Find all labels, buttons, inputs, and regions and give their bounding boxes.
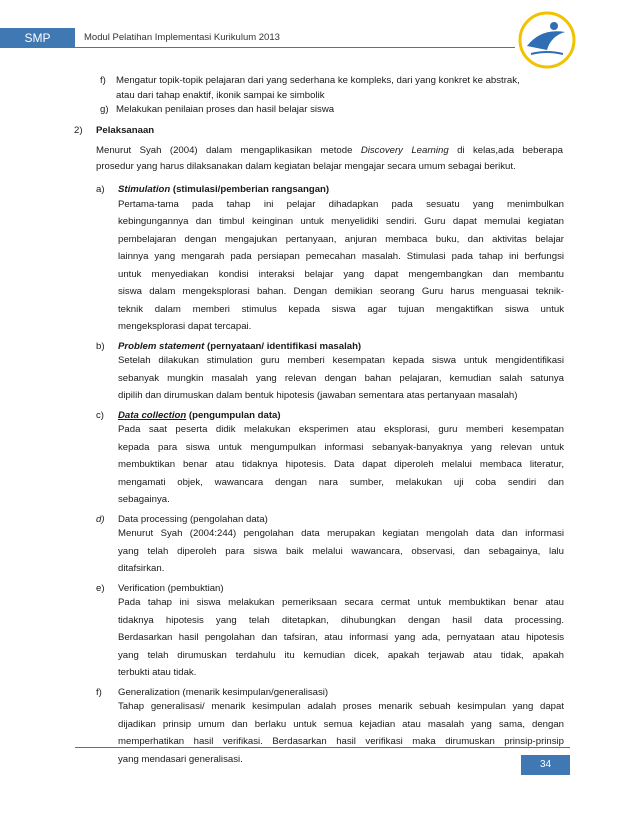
section-title: Pelaksanaan [96,124,155,136]
step-marker: e) [96,582,105,594]
step-title: Verification (pembuktian) [118,582,224,594]
step-body-line: yang telah diperoleh para siswa baik melalui wawancara, observasi, dan sebagainya, lalu [118,545,564,557]
step-title: Stimulation (stimulasi/pemberian rangsangan) [118,184,330,195]
step-body-line: teknik dalam memberi stimulus kepada siswa agar tujuan mengaktifkan siswa untuk [118,303,564,315]
step-body-line: lainnya yang mengarah pada persiapan pemecahan masalah. Stimulasi pada tahap ini berfungsi [118,251,564,262]
step-body-line: Tahap generalisasi/ menarik kesimpulan adalah proses menarik sebuah kesimpulan yang dapat [118,701,564,712]
step-body-line: yang mendasari generalisasi. [118,753,243,765]
step-marker: c) [96,409,104,421]
list-item-line: Melakukan penilaian proses dan hasil belajar siswa [116,104,335,115]
page-number: 34 [521,755,570,775]
list-marker: g) [100,104,109,115]
step-marker: b) [96,340,105,352]
footer-divider [75,747,570,748]
list-item-line: Mengatur topik-topik pelajaran dari yang sederhana ke kompleks, dari yang konkret ke abstrak, [116,75,520,86]
step-body-line: sebagainya. [118,494,170,505]
header-badge: SMP [0,28,75,48]
step-title: Data collection (pengumpulan data) [118,409,281,421]
step-body-line: kebingungannya dan timbul keinginan untuk menyelidiki sendiri. Guru dapat memulai kegiatan [118,216,564,227]
step-body-line: dijadikan prinsip umum dan berlaku untuk semua kejadian atau masalah yang sama, dengan [118,718,564,730]
list-item-line: atau dari tahap enaktif, ikonik sampai ke simbolik [116,89,325,101]
step-body-line: tidaknya hipotesis yang telah ditetapkan, dihubungkan dengan hasil data processing. [118,614,564,626]
step-body-line: Menurut Syah (2004:244) pengolahan data merupakan kegiatan mengolah data dan informasi [118,528,564,539]
step-body-line: siswa dalam mengeksplorasi bahan. Dengan demikian seorang Guru harus menguasai teknik- [118,286,564,297]
step-body-line: memperhatikan hasil verifikasi. Berdasarkan hasil verifikasi maka dirumuskan prinsip-prinsip [118,736,564,747]
step-body-line: ditafsirkan. [118,563,165,574]
section-marker: 2) [74,124,83,136]
step-body-line: sebanyak mungkin masalah yang relevan dengan bahan pelajaran, kemudian salah satunya [118,372,564,384]
step-marker: f) [96,686,102,698]
step-body-line: Setelah dilakukan stimulation guru memberi kesempatan kepada siswa untuk mengidentifikasi [118,355,564,366]
step-title: Generalization (menarik kesimpulan/generalisasi) [118,686,329,698]
step-body-line: yang telah dirumuskan terdahulu itu kemudian dicek, apakah terjawab atau tidak, apakah [118,649,564,661]
step-body-line: mengamati objek, wawancara dengan nara sumber, melakukan uji coba sendiri dan [118,476,564,488]
step-body-line: untuk menyediakan kondisi interaksi belajar yang dapat mengembangkan dan membantu [118,268,564,280]
step-marker: a) [96,184,105,195]
header-divider [75,47,515,48]
step-body-line: membuktikan benar atau tidaknya hipotesis. Data dapat diperoleh melalui membaca literatur, [118,459,564,470]
step-body-line: pembelajaran dengan mengajukan pertanyaan, anjuran membaca buku, dan aktivitas belajar [118,233,564,245]
step-body-line: Pada tahap ini siswa melakukan pemeriksaan secara cermat untuk membuktikan benar atau [118,597,564,608]
step-title: Data processing (pengolahan data) [118,513,268,525]
step-body-line: Pada saat peserta didik melakukan eksperimen atau eksplorasi, guru memberi kesempatan [118,424,564,435]
step-body-line: kepada para siswa untuk mengumpulkan informasi sebanyak-banyaknya yang relevan untuk [118,441,564,453]
step-title: Problem statement (pernyataan/ identifikasi masalah) [118,340,362,352]
step-body-line: terbukti atau tidak. [118,667,197,678]
step-body-line: Pertama-tama pada tahap ini pelajar dihadapkan pada sesuatu yang menimbulkan [118,198,564,210]
step-body-line: Berdasarkan hasil pengolahan dan tafsiran, atau informasi yang ada, pernyataan atau hipotesis [118,632,564,643]
section-intro-line: prosedur yang harus dilaksanakan dalam kegiatan belajar mengajar secara umum sebagai berikut. [96,160,516,172]
step-body-line: dipilih dan dirumuskan dalam bentuk hipotesis (jawaban sementara atas pertanyaan masalah) [118,390,518,401]
header-title: Modul Pelatihan Implementasi Kurikulum 2013 [84,32,280,43]
step-marker: d) [96,513,105,525]
list-marker: f) [100,75,106,86]
step-body-line: mengeksplorasi dapat tercapai. [118,321,252,332]
kurikulum-logo-icon [517,10,577,70]
section-intro-line: Menurut Syah (2004) dalam mengaplikasikan metode Discovery Learning di kelas,ada beberapa [96,145,563,156]
